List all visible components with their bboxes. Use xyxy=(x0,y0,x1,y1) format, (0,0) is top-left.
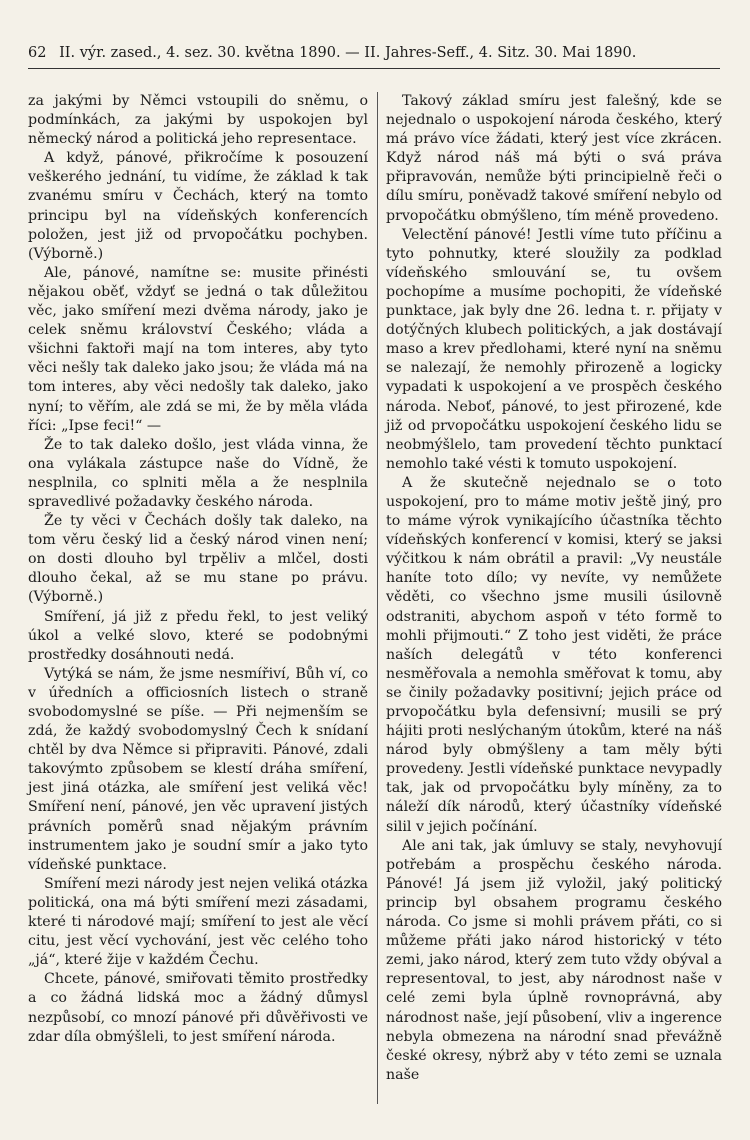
page-number: 62 xyxy=(28,45,47,61)
paragraph: Vytýká se nám, že jsme nesmířiví, Bůh ví, co v úředních a officiosních listech o straně svobodomyslné se píše. — Při nejmenším se zdá, že každý svobodomyslný Čech k snídaní chtěl by dva Němce si připraviti. Pánové, zdali takovýmto způsobem se klestí dráha smíření, jest jiná otázka, ale smíření jest veliká věc! Smíření není, pánové, jen věc upravení jistých právních poměrů snad nějakým právním instrumentem jako je soudní smír a jako tyto vídeňské punktace. xyxy=(28,665,368,873)
column-divider xyxy=(377,92,378,1104)
paragraph: A že skutečně nejednalo se o toto uspokojení, pro to máme motiv ještě jiný, pro to máme výrok vynikajícího účastníka těchto vídeňských konferencí v komisi, který se jaksi výčitkou k nám obrátil a pravil: „Vy neustále haníte toto dílo; vy nevíte, vy nemůžete věděti, co všechno jsme musili úsilovně odstraniti, abychom aspoň v této formě to mohli přijmouti.“ Z toho jest viděti, že práce naších delegátů v této konferenci nesměřovala a nemohla směřovat k tomu, aby se činily požadavky positivní; jejich práce od prvopočátku byla defensivní; musili se prý hájiti proti neslýchaným útokům, které na náš národ byly obmýšleny a tam měly býti provedeny. Jestli vídeňské punktace nevypadly tak, jak od prvopočátku byly míněny, za to náleží dík národů, který účastníky vídeňské silil v jejich počínání. xyxy=(386,474,722,835)
paragraph: za jakými by Němci vstoupili do sněmu, o podmínkách, za jakými by uspokojen byl německý národ a politická jeho representace. xyxy=(28,93,368,148)
running-header xyxy=(28,44,720,62)
paragraph: Ale, pánové, namítne se: musite přinésti nějakou oběť, vždyť se jedná o tak důležitou věc, jako smíření mezi dvěma národy, jako je celek sněmu království Českého; vláda a všichni faktoři mají na tom interes, aby tyto věci nešly tak daleko jako jsou; že vláda má na tom interes, aby věci nedošly tak daleko, jako nyní; to věřím, ale zdá se mi, že by měla vláda říci: „Ipse feci!“ — xyxy=(28,264,368,434)
paragraph: Velectění pánové! Jestli víme tuto příčinu a tyto pohnutky, které sloužily za podklad vídeňského smlouvání se, tu ovšem pochopíme a musíme pochopiti, že vídeňské punktace, jak byly dne 26. ledna t. r. přijaty v dotýčných klubech politických, a jak dostávají maso a krev předlohami, které nyní na sněmu se nalezají, že nemohly přirozeně a logicky vypadati k uspokojení a ve prospěch českého národa. Neboť, pánové, to jest přirozené, kde již od prvopočátku uspokojení českého lidu se neobmýšlelo, tam provedení těchto punktací nemohlo také vésti k tomuto uspokojení. xyxy=(386,226,722,472)
paragraph: Ale ani tak, jak úmluvy se staly, nevyhovují potřebám a prospěchu českého národa. Pánové! Já jsem již vyložil, jaký politický princip byl obsahem programu českého národa. Co jsme si mohli právem přáti, co si můžeme přáti jako národ historický v této zemi, jako národ, který zem tuto vždy obýval a representoval, to jest, aby národnost naše v celé zemi byla úplně rovnoprávná, aby národnost naše, její působení, vliv a ingerence nebyla obmezena na národní snad převážně české okresy, nýbrž aby v této zemi se uznala naše xyxy=(386,837,722,1083)
paragraph: A když, pánové, přikročíme k posouzení veškerého jednání, tu vidíme, že základ k tak zvanému smíru v Čechách, který na tomto principu byl na vídeňských konferencích položen, jest již od prvopočátku pochyben. (Výborně.) xyxy=(28,150,368,262)
paragraph: Chcete, pánové, smiřovati těmito prostředky a co žádná lidská moc a žádný důmysl nezpůsobí, co mnozí pánové při důvěřivosti ve zdar díla obmýšleli, to jest smíření národa. xyxy=(28,971,368,1045)
header-rule xyxy=(28,68,720,69)
right-column xyxy=(386,92,722,1085)
paragraph: Smíření mezi národy jest nejen veliká otázka politická, ona má býti smíření mezi zásadami, které ti národové mají; smíření to jest ale věcí citu, jest věcí vychování, jest věc celého toho „já“, které žije v každém Čechu. xyxy=(28,875,368,969)
paragraph: Že ty věci v Čechách došly tak daleko, na tom věru český lid a český národ vinen není; on dosti dlouho byl trpěliv a mlčel, dosti dlouho čekal, až se mu stane po právu. (Výborně.) xyxy=(28,513,368,606)
paragraph: Takový základ smíru jest falešný, kde se nejednalo o uspokojení národa českého, který má právo více žádati, který jest více zkrácen. Když národ náš má býti o svá práva připravován, nemůže býti principielně řeči o dílu smíru, poněvadž takové smíření nebylo od prvopočátku obmýšleno, tím méně provedeno. xyxy=(386,93,722,224)
header-german-title: II. Jahres-Seff., 4. Sitz. 30. Mai 1890. xyxy=(364,45,637,61)
paragraph: Že to tak daleko došlo, jest vláda vinna, že ona vylákala zástupce naše do Vídně, že nesplnila, co splniti měla a že nesplnila spravedlivé požadavky českého národa. xyxy=(28,436,368,510)
paragraph: Smíření, já již z předu řekl, to jest veliký úkol a velké slovo, které se podobnými prostředky dosáhnouti nedá. xyxy=(28,608,368,663)
left-column xyxy=(28,92,368,1047)
header-czech-title: II. výr. zased., 4. sez. 30. května 1890. — xyxy=(59,45,365,61)
